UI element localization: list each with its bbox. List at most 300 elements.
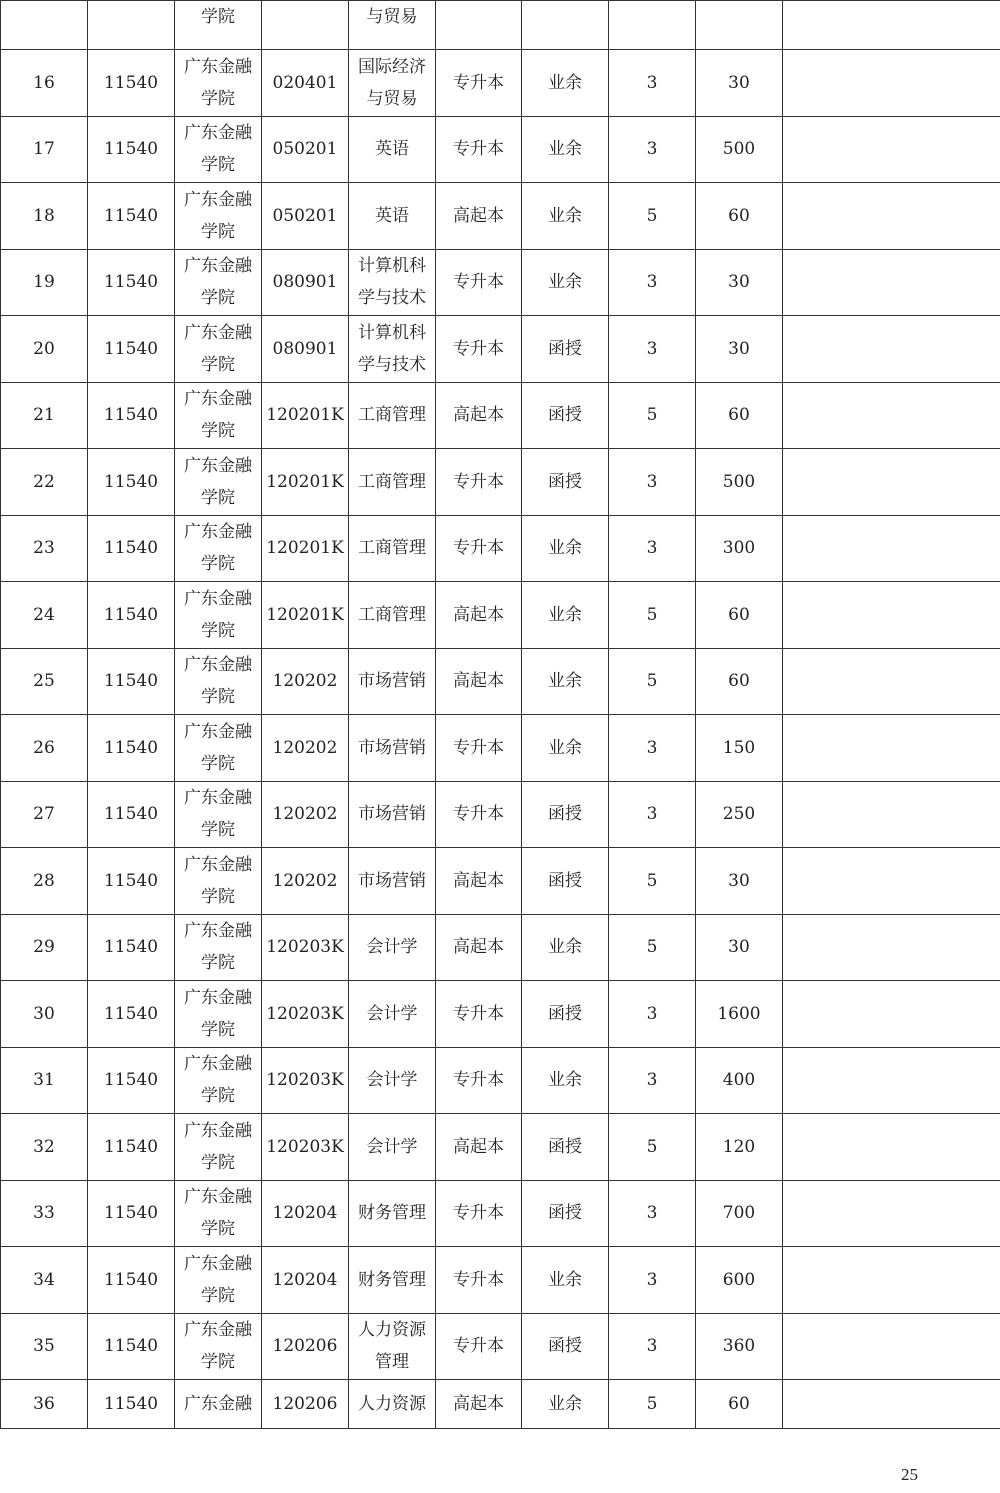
- cell-major-code: [262, 715, 349, 782]
- cell-mode: [522, 1, 609, 50]
- table-row: [1, 582, 1000, 649]
- cell-no-text: 21: [33, 405, 55, 426]
- cell-years-text: 5: [646, 1136, 658, 1157]
- cell-inst-code: [88, 848, 175, 915]
- cell-major-code-text: 120202: [272, 804, 338, 825]
- cell-major: [349, 914, 436, 981]
- cell-plan: [696, 183, 783, 250]
- cell-level-text: 专升本: [453, 139, 504, 160]
- cell-major-text: 工商管理: [358, 405, 426, 426]
- cell-major-text: 财务管理: [358, 1203, 426, 1224]
- cell-mode-text: 业余: [548, 538, 582, 559]
- table-row: [1, 648, 1000, 715]
- cell-no: [1, 1247, 88, 1314]
- cell-major-code-text: 120204: [272, 1269, 338, 1290]
- cell-years: [609, 1114, 696, 1181]
- cell-inst-code-text: 11540: [103, 72, 159, 93]
- cell-no: [1, 1180, 88, 1247]
- cell-inst-code-text: 11540: [103, 1136, 159, 1157]
- cell-mode: [522, 183, 609, 250]
- cell-remark: [783, 848, 1000, 915]
- cell-inst: [175, 449, 262, 516]
- cell-level-text: 高起本: [453, 604, 504, 625]
- cell-major: [349, 249, 436, 316]
- cell-mode-text: 函授: [548, 1136, 582, 1157]
- cell-inst-code-text: 11540: [103, 1394, 159, 1414]
- cell-mode: [522, 1047, 609, 1114]
- cell-mode: [522, 50, 609, 117]
- cell-plan-text: 700: [722, 1203, 756, 1224]
- cell-mode-text: 业余: [548, 139, 582, 160]
- cell-inst-code-text: 11540: [103, 272, 159, 293]
- cell-no-text: 18: [33, 205, 55, 226]
- cell-level: [436, 781, 522, 848]
- cell-no-text: 16: [33, 72, 55, 93]
- cell-years-text: 5: [646, 205, 658, 226]
- cell-no-text: 28: [33, 870, 55, 891]
- cell-level: [436, 515, 522, 582]
- cell-inst-code: [88, 50, 175, 117]
- cell-inst-code-text: 11540: [103, 139, 159, 160]
- cell-level: [436, 183, 522, 250]
- cell-mode-text: 函授: [548, 338, 582, 359]
- cell-level-text: 专升本: [453, 538, 504, 559]
- cell-no-text: 34: [33, 1269, 55, 1290]
- cell-remark: [783, 316, 1000, 383]
- cell-years: [609, 582, 696, 649]
- cell-no-text: 24: [33, 604, 55, 625]
- cell-major-text: 财务管理: [358, 1269, 426, 1290]
- cell-major-text: 国际经济 与贸易: [358, 56, 426, 109]
- cell-no-text: 17: [33, 139, 55, 160]
- cell-no-text: 20: [33, 338, 55, 359]
- cell-inst: [175, 1180, 262, 1247]
- cell-plan-text: 150: [722, 737, 756, 758]
- cell-years: [609, 1180, 696, 1247]
- cell-no: [1, 715, 88, 782]
- cell-years-text: 5: [646, 870, 658, 891]
- cell-major-code-text: 050201: [272, 139, 338, 160]
- cell-inst-code: [88, 981, 175, 1048]
- cell-major-text: 英语: [375, 205, 409, 226]
- cell-level: [436, 382, 522, 449]
- cell-major: [349, 781, 436, 848]
- cell-inst-code-text: 11540: [103, 1269, 159, 1290]
- cell-level: [436, 449, 522, 516]
- cell-no: [1, 981, 88, 1048]
- cell-plan: [696, 1380, 783, 1429]
- cell-plan-text: 30: [728, 338, 750, 359]
- cell-plan: [696, 316, 783, 383]
- cell-major: [349, 183, 436, 250]
- cell-plan-text: 300: [722, 538, 756, 559]
- cell-inst-code: [88, 316, 175, 383]
- cell-major: [349, 1247, 436, 1314]
- cell-level-text: 专升本: [453, 1070, 504, 1091]
- cell-no-text: 31: [33, 1070, 55, 1091]
- cell-inst-code: [88, 116, 175, 183]
- cell-years-text: 3: [646, 1269, 658, 1290]
- cell-inst-code: [88, 1180, 175, 1247]
- cell-mode-text: 函授: [548, 1003, 582, 1024]
- cell-no: [1, 582, 88, 649]
- cell-major: [349, 648, 436, 715]
- cell-major: [349, 1380, 436, 1429]
- cell-major-code: [262, 1247, 349, 1314]
- cell-level: [436, 582, 522, 649]
- page-number: 25: [901, 1465, 918, 1484]
- table-row: [1, 515, 1000, 582]
- cell-plan: [696, 848, 783, 915]
- cell-inst-code: [88, 1114, 175, 1181]
- table-row: [1, 981, 1000, 1048]
- cell-major-code-text: 120202: [272, 870, 338, 891]
- cell-inst: [175, 582, 262, 649]
- cell-mode-text: 业余: [548, 937, 582, 958]
- cell-plan: [696, 715, 783, 782]
- cell-level-text: 高起本: [453, 870, 504, 891]
- cell-major-code-text: 050201: [272, 205, 338, 226]
- cell-years: [609, 449, 696, 516]
- cell-level: [436, 848, 522, 915]
- cell-no: [1, 50, 88, 117]
- cell-major-code: [262, 1380, 349, 1429]
- cell-level: [436, 1313, 522, 1380]
- cell-major-code: [262, 183, 349, 250]
- cell-inst-code: [88, 1, 175, 50]
- cell-years: [609, 1247, 696, 1314]
- cell-inst: [175, 648, 262, 715]
- cell-level-text: 专升本: [453, 471, 504, 492]
- cell-level: [436, 1180, 522, 1247]
- cell-inst-code: [88, 914, 175, 981]
- cell-inst-code-text: 11540: [103, 405, 159, 426]
- cell-major-code: [262, 50, 349, 117]
- cell-years-text: 3: [646, 737, 658, 758]
- cell-inst-text: 广东金融: [184, 1394, 252, 1414]
- cell-inst: [175, 249, 262, 316]
- cell-remark: [783, 449, 1000, 516]
- cell-major-text: 市场营销: [358, 804, 426, 825]
- cell-no: [1, 781, 88, 848]
- cell-major-code: [262, 981, 349, 1048]
- cell-years: [609, 914, 696, 981]
- cell-inst: [175, 781, 262, 848]
- cell-no: [1, 316, 88, 383]
- cell-remark: [783, 914, 1000, 981]
- cell-years: [609, 183, 696, 250]
- cell-remark: [783, 781, 1000, 848]
- cell-mode-text: 函授: [548, 471, 582, 492]
- table-row: [1, 1180, 1000, 1247]
- cell-mode-text: 函授: [548, 1336, 582, 1357]
- cell-level-text: 高起本: [453, 205, 504, 226]
- cell-inst-text: 广东金融 学院: [184, 123, 252, 176]
- cell-years: [609, 316, 696, 383]
- cell-level-text: 高起本: [453, 937, 504, 958]
- cell-mode-text: 业余: [548, 671, 582, 692]
- cell-mode-text: 函授: [548, 870, 582, 891]
- cell-inst-code: [88, 249, 175, 316]
- cell-inst: [175, 382, 262, 449]
- cell-major-code: [262, 914, 349, 981]
- cell-remark: [783, 648, 1000, 715]
- table-row: [1, 1313, 1000, 1380]
- cell-years-text: 5: [646, 937, 658, 958]
- cell-inst-code-text: 11540: [103, 671, 159, 692]
- cell-inst-code-text: 11540: [103, 804, 159, 825]
- cell-mode: [522, 914, 609, 981]
- cell-plan-text: 30: [728, 870, 750, 891]
- cell-mode: [522, 1180, 609, 1247]
- cell-mode-text: 业余: [548, 72, 582, 93]
- cell-level: [436, 116, 522, 183]
- cell-level-text: 专升本: [453, 338, 504, 359]
- cell-inst-code-text: 11540: [103, 1203, 159, 1224]
- table-body: [1, 1, 1000, 1429]
- cell-plan-text: 30: [728, 72, 750, 93]
- cell-no: [1, 1114, 88, 1181]
- cell-mode: [522, 648, 609, 715]
- cell-inst-code: [88, 382, 175, 449]
- cell-remark: [783, 50, 1000, 117]
- cell-inst: [175, 1047, 262, 1114]
- cell-plan-text: 60: [728, 1394, 750, 1414]
- cell-years-text: 5: [646, 1394, 658, 1414]
- cell-inst-text: 广东金融 学院: [184, 455, 252, 508]
- cell-major-code: [262, 116, 349, 183]
- cell-inst-code-text: 11540: [103, 538, 159, 559]
- cell-inst-text: 广东金融 学院: [184, 655, 252, 708]
- cell-plan: [696, 1047, 783, 1114]
- cell-plan: [696, 981, 783, 1048]
- cell-no-text: 27: [33, 804, 55, 825]
- table-row: [1, 316, 1000, 383]
- cell-inst-text: 广东金融 学院: [184, 389, 252, 442]
- cell-level: [436, 1380, 522, 1429]
- cell-inst-code-text: 11540: [103, 604, 159, 625]
- cell-remark: [783, 1180, 1000, 1247]
- cell-years: [609, 116, 696, 183]
- cell-major: [349, 316, 436, 383]
- cell-mode-text: 函授: [548, 804, 582, 825]
- cell-major-text: 工商管理: [358, 471, 426, 492]
- cell-inst: [175, 1313, 262, 1380]
- cell-inst-text: 广东金融 学院: [184, 1253, 252, 1306]
- cell-inst-code-text: 11540: [103, 1003, 159, 1024]
- cell-inst-text: 广东金融 学院: [184, 1054, 252, 1107]
- cell-major-code: [262, 1114, 349, 1181]
- cell-inst-code: [88, 1047, 175, 1114]
- cell-level-text: 专升本: [453, 1003, 504, 1024]
- cell-plan-text: 60: [728, 405, 750, 426]
- cell-remark: [783, 582, 1000, 649]
- cell-no: [1, 116, 88, 183]
- cell-level-text: 高起本: [453, 1136, 504, 1157]
- cell-plan-text: 360: [722, 1336, 756, 1357]
- cell-mode-text: 业余: [548, 272, 582, 293]
- cell-inst-code-text: 11540: [103, 1336, 159, 1357]
- cell-level-text: 专升本: [453, 804, 504, 825]
- cell-years: [609, 382, 696, 449]
- cell-no-text: 35: [33, 1336, 55, 1357]
- cell-major-text: 市场营销: [358, 671, 426, 692]
- cell-years: [609, 848, 696, 915]
- cell-major: [349, 848, 436, 915]
- cell-inst-code: [88, 1313, 175, 1380]
- cell-inst: [175, 1380, 262, 1429]
- table-row: [1, 249, 1000, 316]
- cell-inst-code-text: 11540: [103, 338, 159, 359]
- table-row: [1, 781, 1000, 848]
- cell-inst: [175, 515, 262, 582]
- cell-major: [349, 1047, 436, 1114]
- cell-inst-text: 广东金融 学院: [184, 256, 252, 309]
- cell-plan-text: 30: [728, 937, 750, 958]
- cell-plan: [696, 50, 783, 117]
- cell-plan: [696, 781, 783, 848]
- cell-no-text: 33: [33, 1203, 55, 1224]
- cell-major-code: [262, 648, 349, 715]
- cell-remark: [783, 1, 1000, 50]
- cell-years-text: 3: [646, 538, 658, 559]
- cell-plan: [696, 1313, 783, 1380]
- cell-major-text: 工商管理: [358, 538, 426, 559]
- cell-inst-text: 广东金融 学院: [184, 189, 252, 242]
- cell-major: [349, 1313, 436, 1380]
- cell-plan: [696, 1114, 783, 1181]
- cell-level: [436, 316, 522, 383]
- cell-major-code-text: 120202: [272, 671, 338, 692]
- cell-mode-text: 函授: [548, 405, 582, 426]
- cell-inst: [175, 116, 262, 183]
- cell-plan: [696, 1247, 783, 1314]
- cell-remark: [783, 1247, 1000, 1314]
- cell-inst: [175, 914, 262, 981]
- cell-inst-code: [88, 1247, 175, 1314]
- cell-inst-code: [88, 715, 175, 782]
- cell-major-text: 人力资源: [358, 1394, 426, 1414]
- cell-major-code: [262, 382, 349, 449]
- cell-level: [436, 981, 522, 1048]
- cell-major-code-text: 080901: [272, 272, 338, 293]
- cell-no-text: 36: [33, 1394, 55, 1414]
- cell-remark: [783, 715, 1000, 782]
- cell-years-text: 5: [646, 405, 658, 426]
- cell-no-text: 22: [33, 471, 55, 492]
- cell-major-text: 人力资源 管理: [358, 1320, 426, 1373]
- cell-no: [1, 249, 88, 316]
- cell-no: [1, 1380, 88, 1429]
- cell-mode-text: 业余: [548, 1269, 582, 1290]
- cell-no: [1, 1313, 88, 1380]
- cell-mode: [522, 116, 609, 183]
- cell-major-text: 会计学: [366, 1070, 418, 1091]
- cell-major: 与贸易: [349, 1, 436, 50]
- cell-inst-text: 广东金融 学院: [184, 721, 252, 774]
- cell-inst-text: 广东金融 学院: [184, 854, 252, 907]
- cell-plan: [696, 1, 783, 50]
- cell-mode-text: 业余: [548, 737, 582, 758]
- cell-inst: [175, 183, 262, 250]
- cell-level-text: 高起本: [453, 671, 504, 692]
- cell-inst-code: [88, 183, 175, 250]
- cell-inst: [175, 1114, 262, 1181]
- cell-inst-text: 广东金融 学院: [184, 1120, 252, 1173]
- cell-no-text: 19: [33, 272, 55, 293]
- cell-level: [436, 914, 522, 981]
- cell-no-text: 29: [33, 937, 55, 958]
- cell-plan-text: 500: [722, 139, 756, 160]
- cell-inst-code-text: 11540: [103, 205, 159, 226]
- cell-plan: [696, 914, 783, 981]
- cell-plan-text: 60: [728, 604, 750, 625]
- cell-mode: [522, 848, 609, 915]
- cell-remark: [783, 1047, 1000, 1114]
- table-row-partial-top: [1, 1, 1000, 50]
- cell-inst-code: [88, 1380, 175, 1429]
- table-row: [1, 715, 1000, 782]
- cell-inst-text: 广东金融 学院: [184, 522, 252, 575]
- cell-years: [609, 715, 696, 782]
- table-row: [1, 1247, 1000, 1314]
- cell-remark: [783, 382, 1000, 449]
- cell-remark: [783, 183, 1000, 250]
- cell-mode: [522, 382, 609, 449]
- cell-inst-code: [88, 515, 175, 582]
- cell-years-text: 3: [646, 272, 658, 293]
- cell-remark: [783, 1313, 1000, 1380]
- cell-major-code: [262, 582, 349, 649]
- cell-plan: [696, 1180, 783, 1247]
- cell-inst: [175, 715, 262, 782]
- cell-major-text: 市场营销: [358, 737, 426, 758]
- cell-inst: [175, 316, 262, 383]
- cell-inst: [175, 981, 262, 1048]
- cell-major-code: [262, 848, 349, 915]
- cell-plan-text: 600: [722, 1269, 756, 1290]
- cell-mode-text: 业余: [548, 205, 582, 226]
- cell-plan-text: 250: [722, 804, 756, 825]
- table-row: [1, 50, 1000, 117]
- cell-major: [349, 50, 436, 117]
- cell-years: [609, 1047, 696, 1114]
- cell-major-code-text: 120203K: [266, 1070, 344, 1091]
- cell-no: [1, 648, 88, 715]
- cell-mode: [522, 1114, 609, 1181]
- cell-no-text: 23: [33, 538, 55, 559]
- cell-mode: [522, 1313, 609, 1380]
- cell-inst-code: [88, 781, 175, 848]
- table-row-partial-bottom: [1, 1380, 1000, 1429]
- cell-major-code-text: 120203K: [266, 1003, 344, 1024]
- table-row: [1, 1047, 1000, 1114]
- cell-plan: [696, 515, 783, 582]
- cell-remark: [783, 515, 1000, 582]
- cell-no: [1, 515, 88, 582]
- cell-no: [1, 1047, 88, 1114]
- cell-no-text: 26: [33, 737, 55, 758]
- cell-inst-code-text: 11540: [103, 471, 159, 492]
- cell-major-text: 计算机科 学与技术: [358, 322, 426, 375]
- cell-no: [1, 382, 88, 449]
- cell-major-code: [262, 316, 349, 383]
- cell-major: [349, 1180, 436, 1247]
- cell-major-code: [262, 1313, 349, 1380]
- cell-major: [349, 515, 436, 582]
- cell-years-text: 3: [646, 1003, 658, 1024]
- cell-plan: [696, 382, 783, 449]
